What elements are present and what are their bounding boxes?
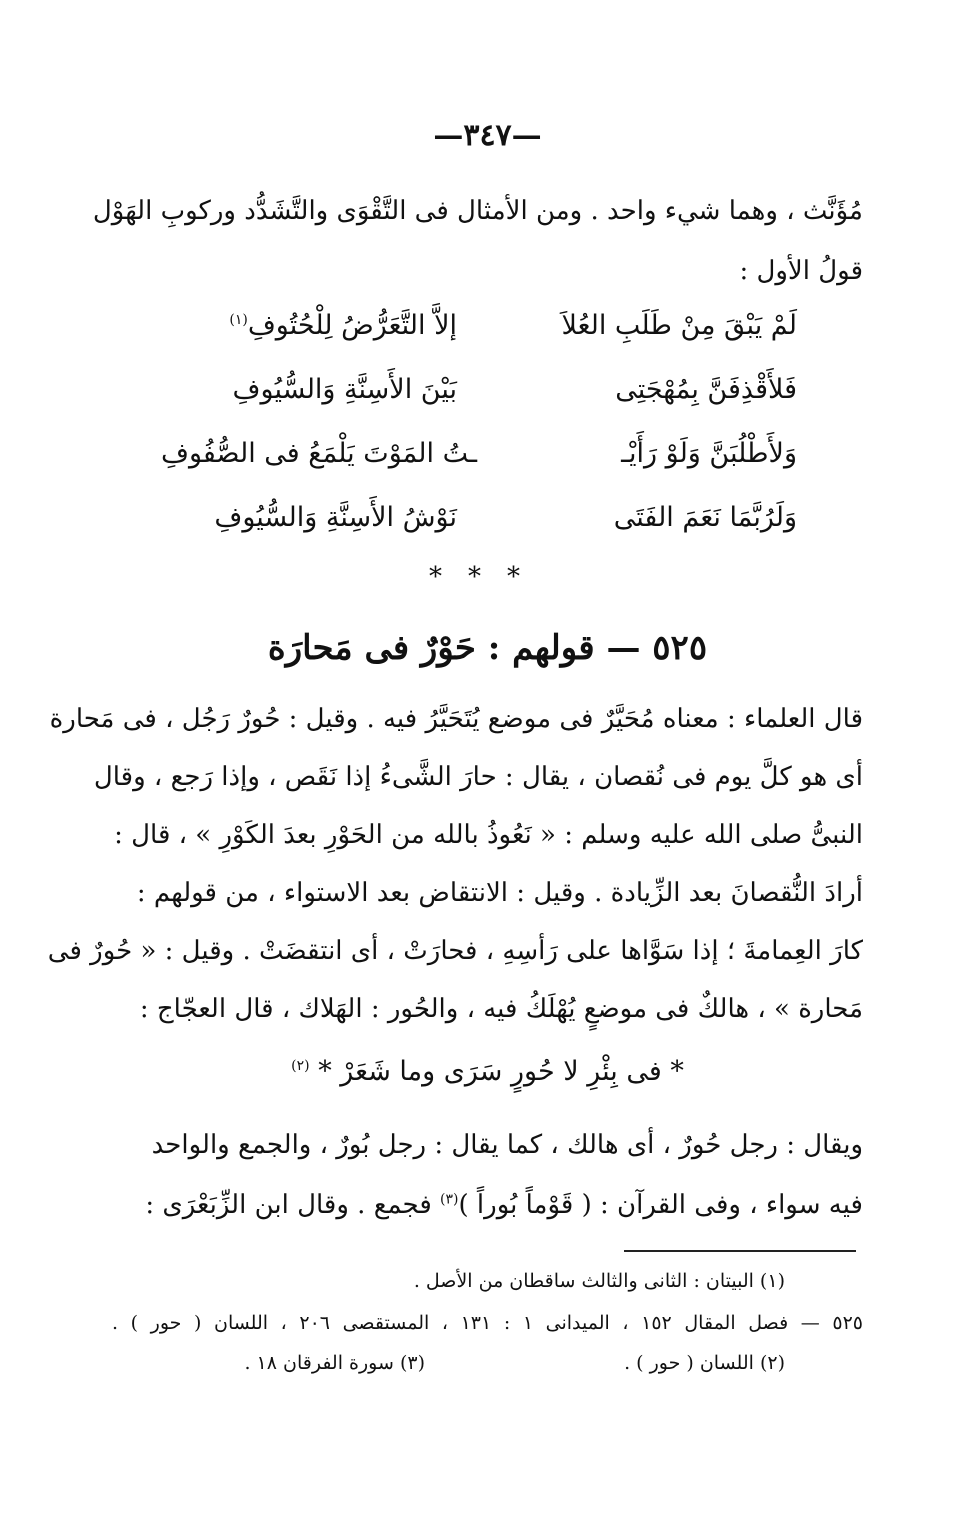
intro-line-1: مُؤَنَّث ، وهما شيء واحد . ومن الأمثال فى التَّقْوَى والتَّشَدُّد وركوبِ الهَوْل [92, 196, 863, 226]
footnote-ref-1: (١) [229, 312, 248, 328]
verse-2-first: فَلأَقْذِفَنَّ بِمُهْجَتِى [615, 374, 797, 405]
body-line-2: أى هو كلَّ يوم فى نُقصان ، يقال : حارَ الشَّىءُ إذا نَقَص ، وإذا رَجع ، وقال [93, 762, 863, 792]
page-number: —٣٤٧— [433, 118, 542, 153]
verse-2-second: بَيْنَ الأَسِنَّةِ وَالسُّيُوفِ [232, 374, 457, 405]
footnote-divider [624, 1250, 856, 1252]
verse-3-second: ـتُ المَوْتَ يَلْمَعُ فى الصُّفُوفِ [160, 438, 477, 469]
section-separator: *** [429, 562, 546, 592]
footnote-3: (٣) سورة الفرقان ١٨ . [244, 1352, 425, 1374]
verse-1-first: لَمْ يَبْقَ مِنْ طَلَبِ العُلاَ [561, 310, 797, 341]
footnote-ref-3: (٣) [440, 1191, 459, 1208]
body-line-1: قال العلماء : معناه مُحَيَّرٌ فى موضع يُتَحَيَّرُ فيه . وقيل : حُورٌ رَجُل ، فى مَحارة [49, 704, 863, 734]
body2-line-1: ويقال : رجل حُورٌ ، أى هالك ، كما يقال : رجل بُورٌ ، والجمع والواحد [151, 1130, 863, 1160]
intro-line-2: قولُ الأول : [739, 256, 863, 286]
quoted-verse: * فى بِئْرِ لا حُورٍ سَرَى وما شَعَرْ * $^{(٢)}$ [291, 1056, 684, 1087]
body2-line-2: فيه سواء ، وفى القرآن : ( قَوْماً بُوراً )$^{(٣)}$ فجمع . وقال ابن الزِّبَعْرَى : [145, 1190, 863, 1220]
verse-4-first: وَلَرُبَّمَا نَعَمَ الفَتَى [613, 502, 797, 533]
verse-1-second: إلاَّ التَّعَرُّضُ لِلْحُتُوفِ$^{(١)}$ [229, 310, 457, 341]
body-line-3: النبىُّ صلى الله عليه وسلم : « نَعُوذُ بالله من الحَوْرِ بعدَ الكَوْرِ » ، قال : [114, 820, 863, 850]
verse-3-first: وَلأَطْلُبَنَّ وَلَوْ رَأَيْـ [621, 438, 797, 469]
footnote-source: ٥٢٥ — فصل المقال ١٥٢ ، الميدانى ١ : ١٣١ ، المستقصى ٢٠٦ ، اللسان ( حور ) . [112, 1312, 863, 1334]
footnote-2: (٢) اللسان ( حور ) . [624, 1352, 785, 1374]
body-line-4: أرادَ النُّقصانَ بعد الزِّيادة . وقيل : الانتقاض بعد الاستواء ، من قولهم : [136, 878, 863, 908]
section-heading: ٥٢٥ — قولهم : حَوْرٌ فى مَحارَة [267, 628, 708, 668]
body-line-6: مَحارة » ، هالكٌ فى موضعٍ يُهْلَكُ فيه ، والحُور : الهَلاك ، قال العجّاج : [139, 994, 863, 1024]
body-line-5: كارَ العِمامةَ ؛ إذا سَوَّاها على رَأسِهِ ، فحارَتْ ، أى انتقضَتْ . وقيل : « حُورٌ فى [47, 936, 863, 966]
footnote-ref-2: (٢) [291, 1058, 310, 1074]
verse-4-second: نَوْشُ الأَسِنَّةِ وَالسُّيُوفِ [214, 502, 457, 533]
footnote-1: (١) البيتان : الثانى والثالث ساقطان من الأصل . [413, 1270, 785, 1292]
